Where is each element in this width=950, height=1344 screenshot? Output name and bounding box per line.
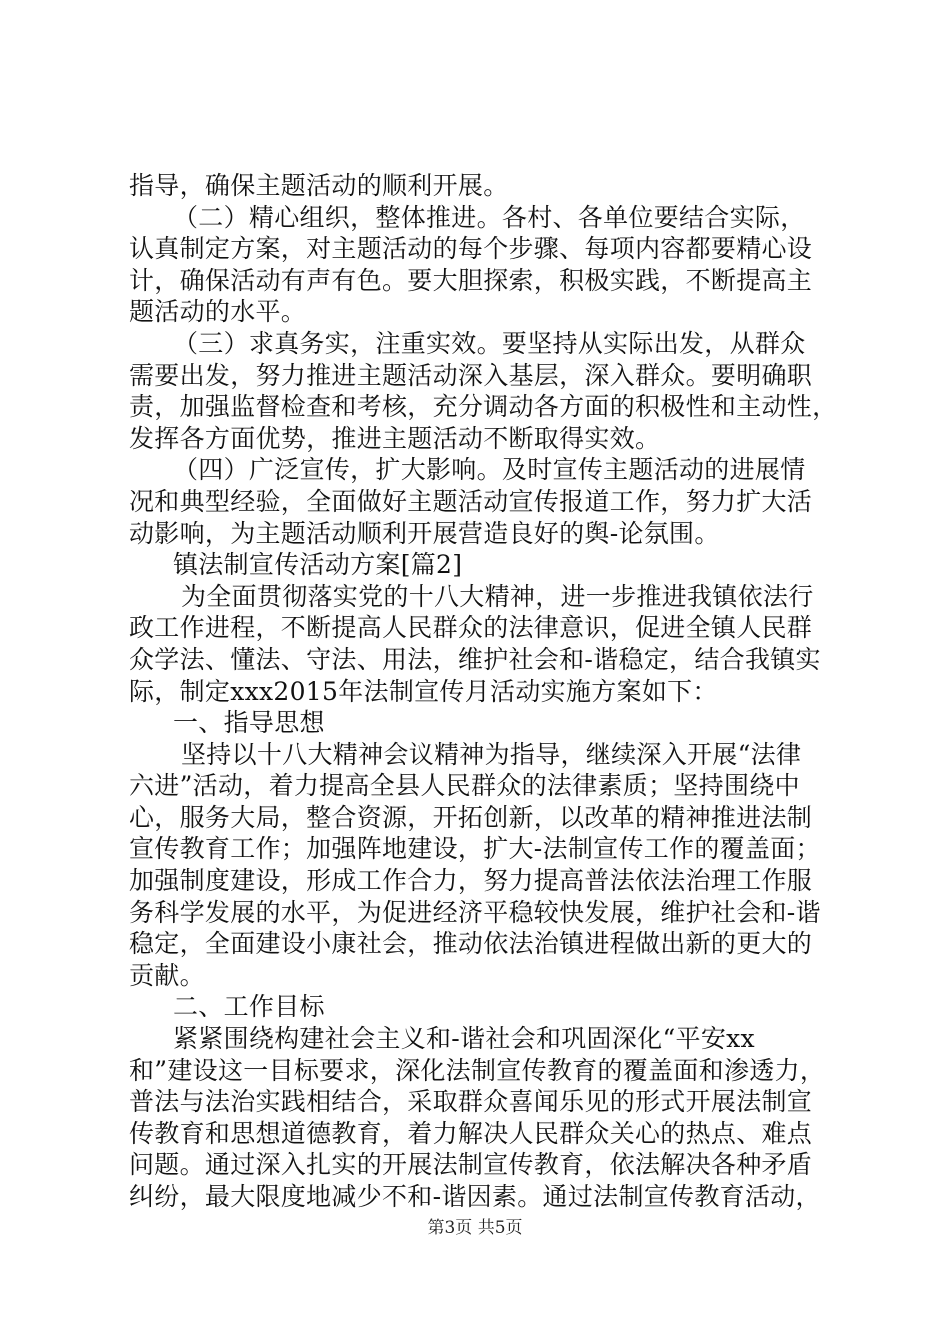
text-line: （二）精心组织，整体推进。各村、各单位要结合实际， bbox=[173, 202, 806, 232]
text-line: （四）广泛宣传，扩大影响。及时宣传主题活动的进展情 bbox=[173, 455, 806, 485]
text-line: 发挥各方面优势，推进主题活动不断取得实效。 bbox=[129, 423, 661, 453]
text-line: 众学法、懂法、守法、用法，维护社会和-谐稳定，结合我镇实 bbox=[129, 644, 821, 674]
text-line: 加强制度建设，形成工作合力，努力提高普法依法治理工作服 bbox=[129, 866, 813, 896]
text-line: 指导，确保主题活动的顺利开展。 bbox=[129, 171, 509, 200]
text-line: （三）求真务实，注重实效。要坚持从实际出发，从群众 bbox=[173, 328, 806, 358]
text-line: 动影响，为主题活动顺利开展营造良好的舆-论氛围。 bbox=[129, 518, 720, 548]
text-line: 责，加强监督检查和考核，充分调动各方面的积极性和主动性， bbox=[129, 392, 838, 422]
text-line: 纠纷，最大限度地减少不和-谐因素。通过法制宣传教育活动， bbox=[129, 1182, 821, 1211]
text-line: 普法与法治实践相结合，采取群众喜闻乐见的形式开展法制宣 bbox=[129, 1087, 813, 1117]
text-line: 坚持以十八大精神会议精神为指导，继续深入开展“法律 bbox=[181, 739, 802, 769]
text-line: 认真制定方案，对主题活动的每个步骤、每项内容都要精心设 bbox=[129, 234, 813, 264]
text-line: 需要出发，努力推进主题活动深入基层，深入群众。要明确职 bbox=[129, 360, 813, 390]
section-heading: 二、工作目标 bbox=[173, 992, 325, 1022]
text-line: 为全面贯彻落实党的十八大精神，进一步推进我镇依法行 bbox=[181, 581, 814, 611]
section-heading: 镇法制宣传活动方案[篇2] bbox=[173, 550, 463, 580]
text-line: 传教育和思想道德教育，着力解决人民群众关心的热点、难点 bbox=[129, 1118, 813, 1148]
text-line: 心，服务大局，整合资源，开拓创新，以改革的精神推进法制 bbox=[129, 802, 813, 832]
text-line: 紧紧围绕构建社会主义和-谐社会和巩固深化“平安xx bbox=[173, 1024, 755, 1054]
text-line: 和”建设这一目标要求，深化法制宣传教育的覆盖面和渗透力， bbox=[129, 1055, 826, 1085]
text-line: 宣传教育工作；加强阵地建设，扩大-法制宣传工作的覆盖面； bbox=[129, 834, 821, 864]
text-line: 际，制定xxx2015年法制宣传月活动实施方案如下： bbox=[129, 676, 718, 706]
text-line: 贡献。 bbox=[129, 960, 205, 990]
page-number-footer: 第3页 共5页 bbox=[427, 1218, 523, 1238]
text-line: 政工作进程，不断提高人民群众的法律意识，促进全镇人民群 bbox=[129, 613, 813, 643]
section-heading: 一、指导思想 bbox=[173, 708, 325, 738]
text-line: 况和典型经验，全面做好主题活动宣传报道工作，努力扩大活 bbox=[129, 486, 813, 516]
text-line: 题活动的水平。 bbox=[129, 297, 307, 327]
text-line: 务科学发展的水平，为促进经济平稳较快发展，维护社会和-谐 bbox=[129, 897, 821, 927]
document-body bbox=[129, 170, 838, 1213]
text-line: 六进”活动，着力提高全县人民群众的法律素质；坚持围绕中 bbox=[129, 771, 800, 801]
text-line: 计，确保活动有声有色。要大胆探索，积极实践，不断提高主 bbox=[129, 265, 813, 295]
text-line: 问题。通过深入扎实的开展法制宣传教育，依法解决各种矛盾 bbox=[129, 1150, 813, 1180]
text-line: 稳定，全面建设小康社会，推动依法治镇进程做出新的更大的 bbox=[129, 929, 813, 959]
